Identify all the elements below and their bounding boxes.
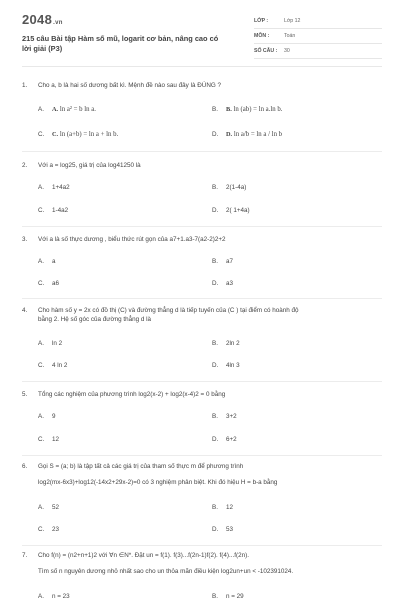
meta-row-class: LỚP : Lớp 12 (254, 14, 382, 29)
q2-option-d[interactable]: D. 2( 1+4a) (212, 207, 250, 214)
divider (22, 226, 382, 227)
q3-option-a[interactable]: A. a (38, 258, 56, 265)
divider (22, 455, 382, 456)
header-divider (22, 66, 382, 67)
q6-option-b[interactable]: B. 12 (212, 504, 234, 511)
q4-option-d[interactable]: D. 4ln 3 (212, 362, 240, 369)
question-4: 4. Cho hàm số y = 2x có đồ thị (C) và đường thẳng d là tiếp tuyến của (C ) tại điểm có hoành độ bằng 2. Hệ số góc của đường thẳng d là (22, 307, 299, 323)
divider (22, 381, 382, 382)
q5-option-c[interactable]: C. 12 (38, 436, 60, 443)
q2-option-b[interactable]: B. 2(1-4a) (212, 184, 247, 191)
question-1: 1. Cho a, b là hai số dương bất kì. Mệnh đề nào sau đây là ĐÚNG ? (22, 82, 222, 89)
question-7: 7. Cho f(n) = (n2+n+1)2 với ∀n ∈N*. Đặt un = f(1). f(3)...f(2n-1)f(2). f(4)...f(2n). Tìm số n nguyên dương nhỏ nhất sao cho un thỏa mãn điều kiện log2un+un < -102391024. (22, 552, 294, 575)
q1-option-c[interactable]: C. C. ln (a+b) = ln a + ln b. (38, 131, 119, 138)
question-3: 3. Với a là số thực dương , biểu thức rút gọn của a7+1.a3-7(a2-2)2+2 (22, 236, 226, 243)
q1-option-a[interactable]: A. A. ln a² = b ln a. (38, 106, 96, 113)
divider (22, 151, 382, 152)
question-2: 2. Với a = log25, giá trị của log41250 là (22, 162, 141, 169)
q5-option-b[interactable]: B. 3+2 (212, 413, 237, 420)
q2-option-c[interactable]: C. 1-4a2 (38, 207, 69, 214)
q6-option-a[interactable]: A. 52 (38, 504, 60, 511)
q4-option-c[interactable]: C. 4 ln 2 (38, 362, 68, 369)
question-5: 5. Tổng các nghiệm của phương trình log2(x-2) + log2(x-4)2 = 0 bằng (22, 391, 226, 398)
question-6: 6. Gọi S = (a; b) là tập tất cả các giá trị của tham số thực m để phương trình log2(mx-6x3)+log12(-14x2+29x-2)=0 có 3 nghiệm phân biệt. Khi đó hiệu H = b-a bằng (22, 463, 278, 486)
q1-option-d[interactable]: D. D. ln a/b = ln a / ln b (212, 131, 283, 138)
divider (22, 298, 382, 299)
q4-option-b[interactable]: B. 2ln 2 (212, 340, 240, 347)
q6-option-c[interactable]: C. 23 (38, 526, 60, 533)
q3-option-d[interactable]: D. a3 (212, 280, 234, 287)
q2-option-a[interactable]: A. 1+4a2 (38, 184, 70, 191)
q4-option-a[interactable]: A. ln 2 (38, 340, 63, 347)
site-logo[interactable]: 2048.vn (22, 12, 63, 27)
q3-option-b[interactable]: B. a7 (212, 258, 234, 265)
q5-option-a[interactable]: A. 9 (38, 413, 56, 420)
q7-option-a[interactable]: A. n = 23 (38, 593, 70, 600)
q7-option-b[interactable]: B. n = 29 (212, 593, 244, 600)
document-title: 215 câu Bài tập Hàm số mũ, logarit cơ bản, nâng cao có lời giải (P3) (22, 34, 219, 53)
q3-option-c[interactable]: C. a6 (38, 280, 60, 287)
header (0, 0, 400, 64)
meta-row-subject: MÔN : Toán (254, 29, 382, 44)
divider (22, 545, 382, 546)
q6-option-d[interactable]: D. 53 (212, 526, 234, 533)
meta-row-count: SỐ CÂU : 30 (254, 44, 382, 59)
meta-table (254, 14, 382, 59)
q1-option-b[interactable]: B. B. ln (ab) = ln a.ln b. (212, 106, 283, 113)
q5-option-d[interactable]: D. 6+2 (212, 436, 237, 443)
